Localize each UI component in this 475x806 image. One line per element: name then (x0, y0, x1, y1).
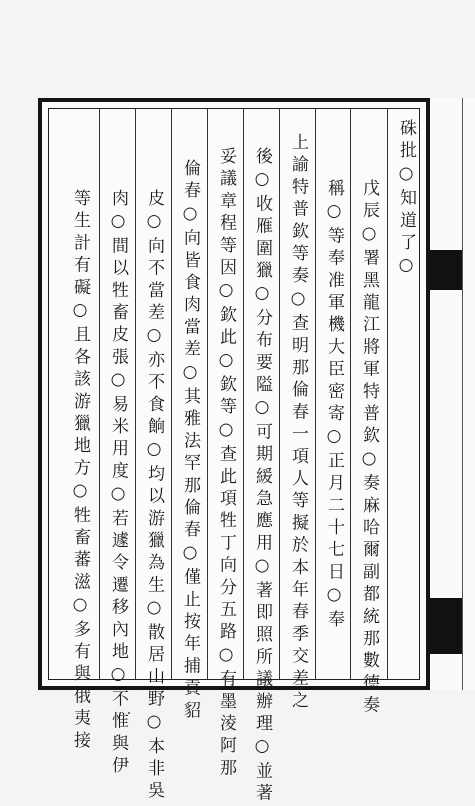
text-column-7: 倫春○向皆食肉當差○其雅法罕那倫春○僅止按年捕貢貂 (180, 159, 200, 723)
text-column-8: 皮○向不當差○亦不食餉○均以游獵為生○散居山野○本非吳 (144, 189, 164, 804)
text-column-5: 後○收雁圍獵○分布要隘○可期緩急應用○著即照所議辦理○並著 (252, 147, 272, 806)
fold-edge-line (462, 98, 463, 690)
text-column-3: 稱○等奉准軍機大臣密寄○正月二十七日○奉 (324, 179, 344, 632)
text-column-10: 等生計有礙○且各該游獵地方○牲畜蕃滋○多有與俄夷接 (70, 189, 90, 753)
fold-tab-bottom (430, 598, 462, 654)
text-column-6: 妥議章程等因○欽此○欽等○查此項牲丁向分五路○有墨淩阿那 (216, 147, 236, 781)
text-area (48, 108, 420, 806)
page-frame (38, 98, 430, 806)
text-column-2: 戊辰○署黑龍江將軍特普欽○奏麻哈爾副都統那數德奏 (359, 179, 379, 718)
column-rule (387, 109, 388, 679)
paper-speck (128, 712, 130, 714)
column-rule (99, 109, 100, 679)
fold-tab-top (430, 250, 462, 290)
column-rule (350, 109, 351, 679)
book-fold-margin (430, 98, 475, 690)
column-rule (315, 109, 316, 679)
text-column-1: 硃批○知道了○ (396, 119, 416, 281)
column-rule (135, 109, 136, 679)
text-column-9: 肉○間以牲畜皮張○易米用度○若遽令遷移內地○不惟與伊 (108, 189, 128, 779)
column-rule (279, 109, 280, 679)
text-column-4: 上諭特普欽等奏○查明那倫春一項人等擬於本年春季交差之 (288, 133, 308, 714)
column-rule (171, 109, 172, 679)
column-rule (243, 109, 244, 679)
column-rule (207, 109, 208, 679)
